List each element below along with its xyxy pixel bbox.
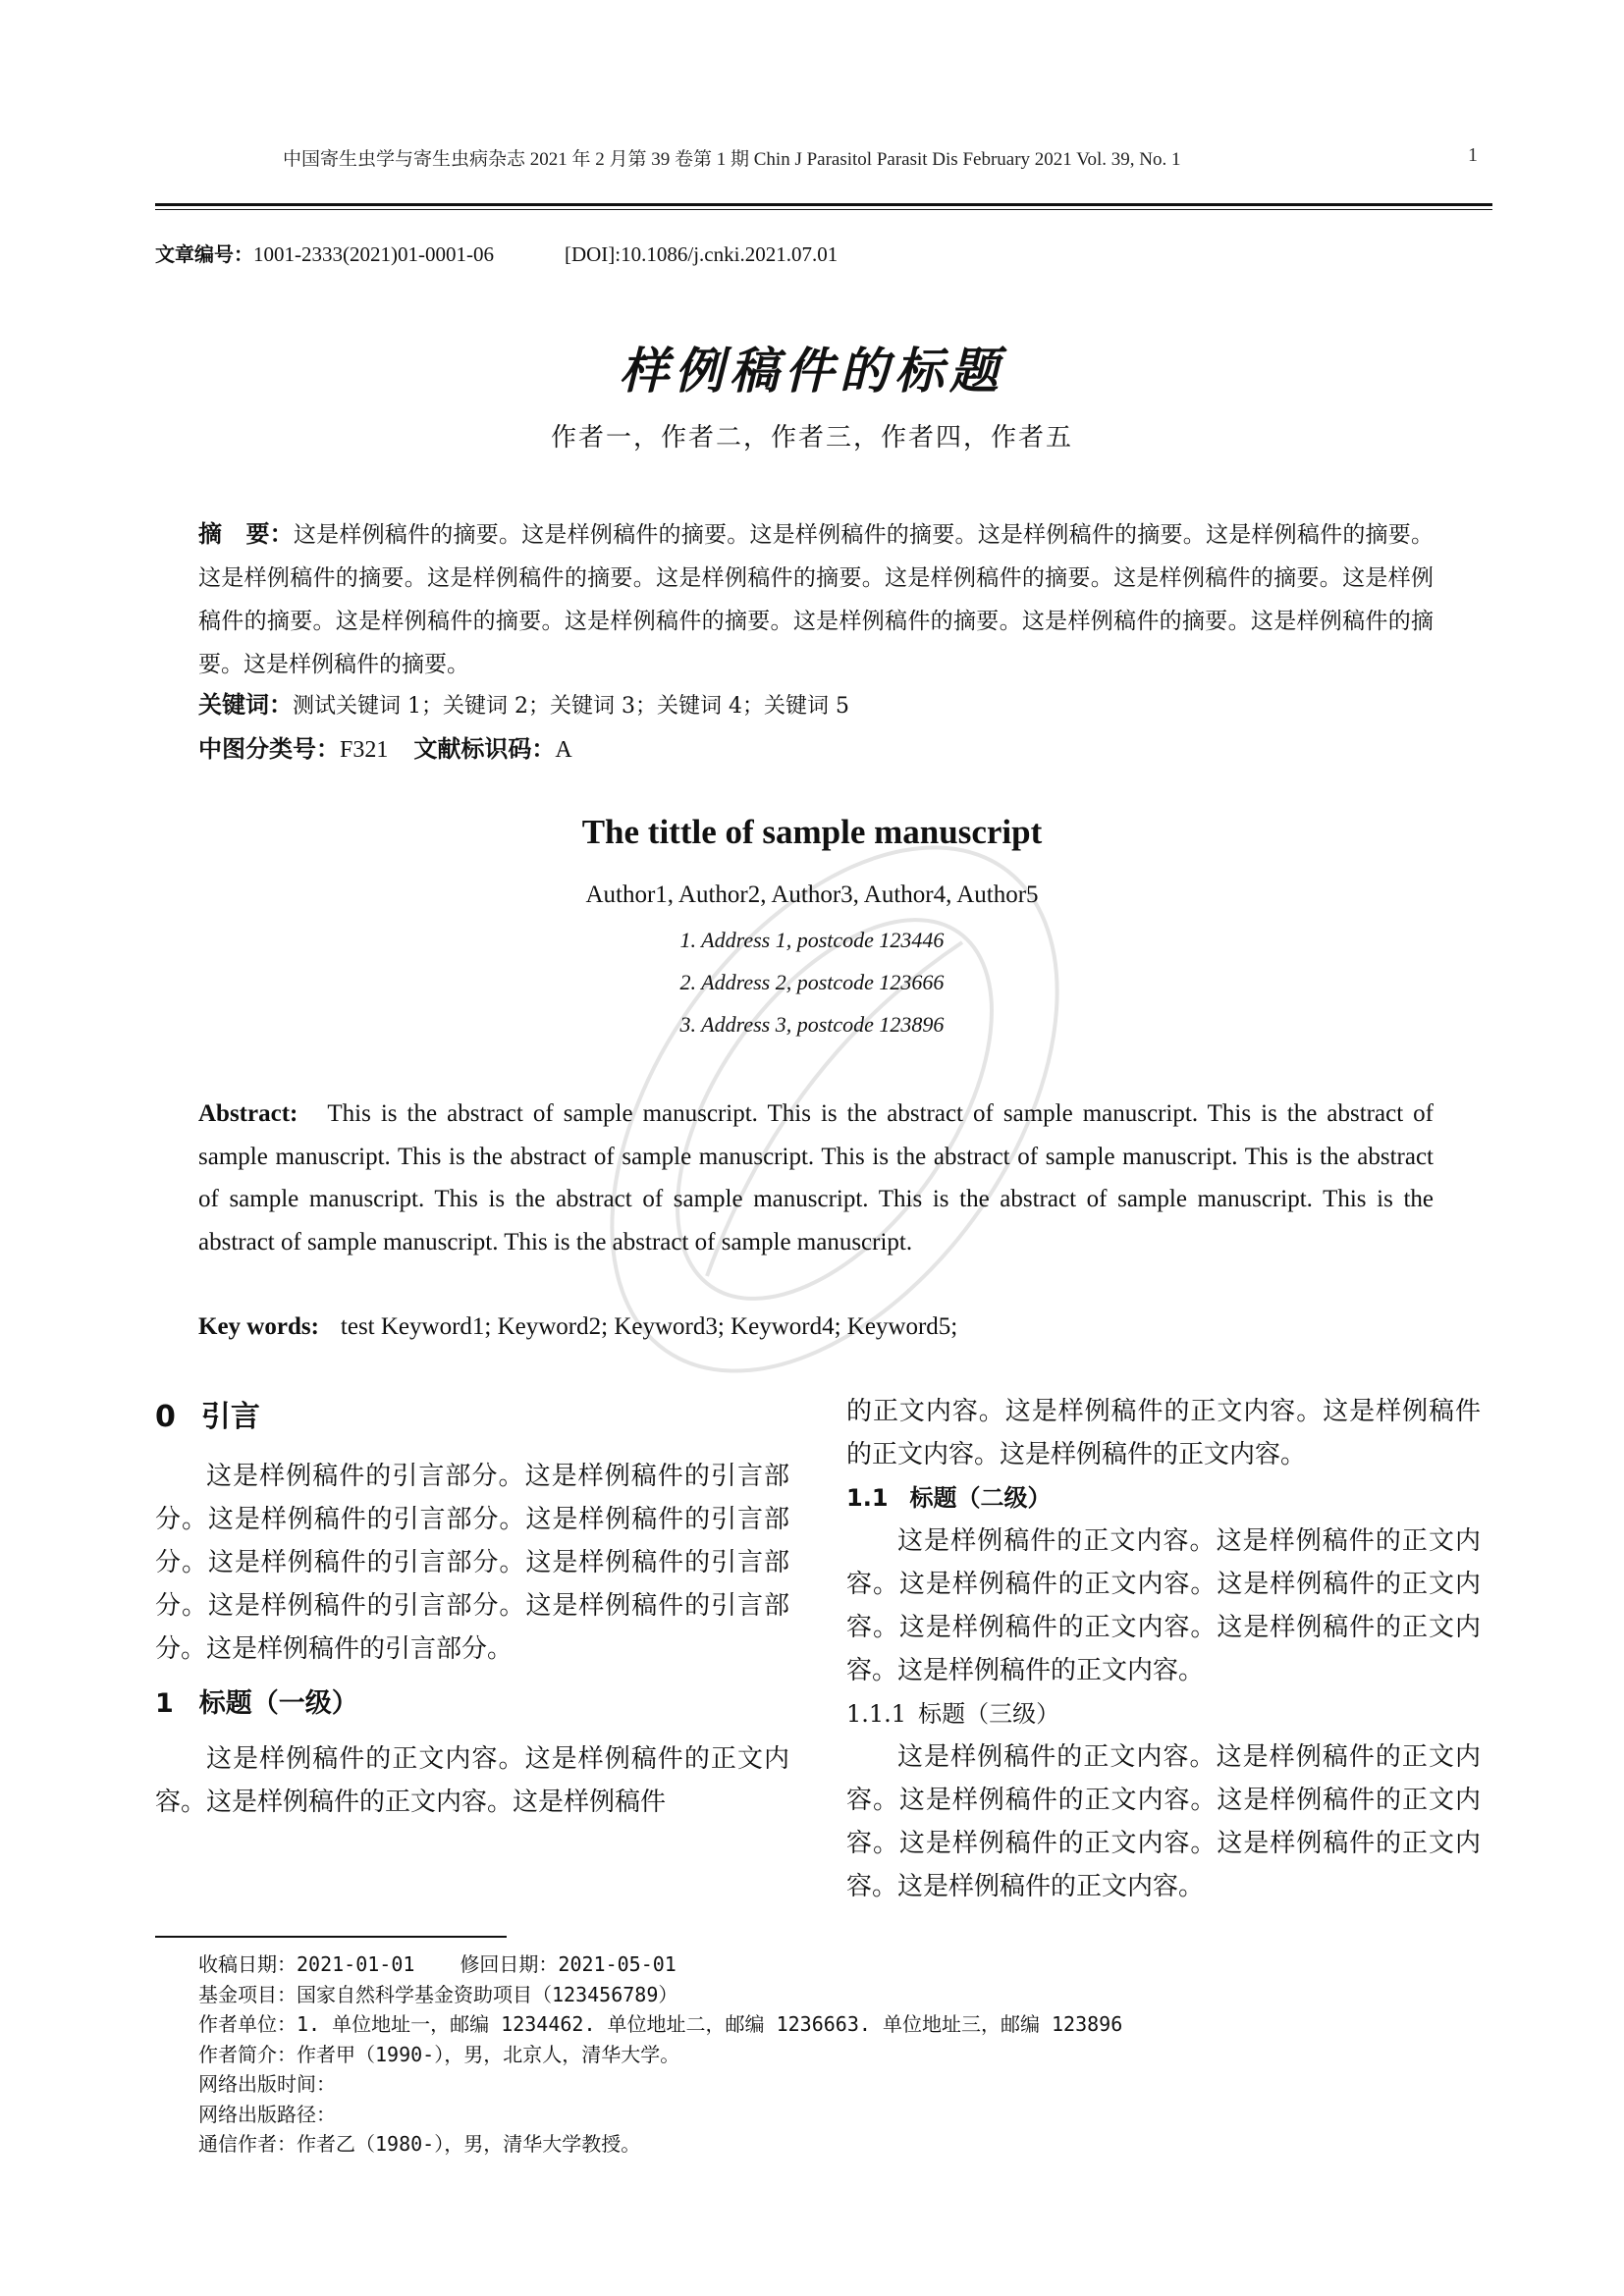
footnote-corresponding: 通信作者：作者乙（1980-），男，清华大学教授。 xyxy=(198,2132,641,2156)
body-paragraph: 这是样例稿件的引言部分。这是样例稿件的引言部分。这是样例稿件的引言部分。这是样例稿件的引言部分。这是样例稿件的引言部分。这是样例稿件的引言部分。这是样例稿件的引言部分。这是样例稿件的引言部分。这是样例稿件的引言部分。 xyxy=(155,1462,789,1664)
section-heading xyxy=(155,1396,789,1439)
article-no: 1001-2333(2021)01-0001-06 xyxy=(253,242,494,266)
chinese-abstract xyxy=(198,512,1434,686)
english-authors: Author1, Author2, Author3, Author4, Author5 xyxy=(585,881,1039,908)
section-title: 标题（一级） xyxy=(198,1688,358,1719)
footnote-fund: 基金项目：国家自然科学基金资助项目（123456789） xyxy=(198,1982,678,2006)
class-label: 中图分类号： xyxy=(198,735,340,763)
english-abstract-label: Abstract: xyxy=(198,1100,298,1127)
english-title: The tittle of sample manuscript xyxy=(581,813,1043,851)
subsubsection-number: 1.1.1 xyxy=(846,1700,907,1728)
page-number: 1 xyxy=(1468,144,1478,166)
english-keywords xyxy=(198,1306,1434,1349)
header-rule-thin xyxy=(155,209,1492,210)
subsubsection-title: 标题（三级） xyxy=(918,1700,1060,1728)
footnote-bio: 作者简介：作者甲（1990-），男，北京人，清华大学。 xyxy=(198,2042,680,2066)
received-label: 收稿日期： xyxy=(198,1952,297,1976)
running-head: 中国寄生虫学与寄生虫病杂志 2021 年 2 月第 39 卷第 1 期 Chin J Parasitol Parasit Dis February 2021 Vol. 39, No. 1 xyxy=(283,149,1181,170)
doc-code-value: A xyxy=(555,737,572,763)
header-rule-thick xyxy=(155,203,1492,206)
subsection-number: 1.1 xyxy=(846,1484,889,1512)
section-title: 引言 xyxy=(200,1400,260,1434)
chinese-keywords-text: 测试关键词 1；关键词 2；关键词 3；关键词 4；关键词 5 xyxy=(293,694,849,719)
left-column xyxy=(155,1396,789,1824)
chinese-keywords xyxy=(198,685,1434,726)
article-no-label: 文章编号： xyxy=(155,242,253,266)
footnote-online-path: 网络出版路径： xyxy=(198,2102,336,2126)
received-date: 2021-01-01 xyxy=(297,1952,415,1976)
class-value: F321 xyxy=(340,737,389,763)
footnotes xyxy=(198,1949,1122,2160)
chinese-abstract-label: 摘 要： xyxy=(198,520,294,548)
chinese-keywords-label: 关键词： xyxy=(198,691,293,719)
revised-label: 修回日期： xyxy=(460,1952,559,1976)
address-3: 3. Address 3, postcode 123896 xyxy=(679,1012,945,1037)
english-abstract xyxy=(198,1093,1434,1263)
footnote-dates xyxy=(198,1949,1122,1980)
footnote-affiliations: 作者单位：1. 单位地址一，邮编 1234462. 单位地址二，邮编 1236663. 单位地址三，邮编 123896 xyxy=(198,2012,1123,2036)
classification xyxy=(198,729,1434,770)
article-meta xyxy=(155,239,838,267)
address-1: 1. Address 1, postcode 123446 xyxy=(679,928,945,952)
body-paragraph: 这是样例稿件的正文内容。这是样例稿件的正文内容。这是样例稿件的正文内容。这是样例稿件的正文内容。这是样例稿件的正文内容。这是样例稿件的正文内容。这是样例稿件的正文内容。 xyxy=(846,1742,1481,1901)
section-heading xyxy=(155,1682,789,1726)
subsection-heading xyxy=(846,1476,1481,1520)
section-number: 0 xyxy=(155,1400,176,1434)
body-paragraph: 这是样例稿件的正文内容。这是样例稿件的正文内容。这是样例稿件的正文内容。这是样例稿件 xyxy=(155,1744,789,1817)
subsubsection-heading xyxy=(846,1692,1481,1735)
footnote-online-time: 网络出版时间： xyxy=(198,2072,336,2096)
address-2: 2. Address 2, postcode 123666 xyxy=(679,970,945,994)
english-keywords-label: Key words: xyxy=(198,1313,319,1340)
section-number: 1 xyxy=(155,1688,174,1719)
chinese-abstract-text: 这是样例稿件的摘要。这是样例稿件的摘要。这是样例稿件的摘要。这是样例稿件的摘要。这是样例稿件的摘要。这是样例稿件的摘要。这是样例稿件的摘要。这是样例稿件的摘要。这是样例稿件的摘要。这是样例稿件的摘要。这是样例稿件的摘要。这是样例稿件的摘要。这是样例稿件的摘要。这是样例稿件的摘要。这是样例稿件的摘要。这是样例稿件的摘要。这是样例稿件的摘要。 xyxy=(198,522,1435,677)
chinese-title: 样例稿件的标题 xyxy=(620,342,1004,400)
doi: [DOI]:10.1086/j.cnki.2021.07.01 xyxy=(564,242,839,266)
doc-code-label: 文献标识码： xyxy=(413,735,556,763)
footnote-rule xyxy=(155,1936,507,1938)
revised-date: 2021-05-01 xyxy=(558,1952,677,1976)
body-paragraph-continued: 的正文内容。这是样例稿件的正文内容。这是样例稿件的正文内容。这是样例稿件的正文内容。 xyxy=(846,1397,1481,1469)
subsection-title: 标题（二级） xyxy=(909,1484,1052,1512)
english-abstract-text: This is the abstract of sample manuscript. This is the abstract of sample manuscript. This is the abstract of sample manuscript. This is the abstract of sample manuscript. This is the abstract of sample manuscript. This is the abstract of sample manuscript. This is the abstract of sample manuscript. This is the abstract of sample manuscript. This is the abstract of sample manuscript. This is the abstract of sample manuscript. xyxy=(198,1100,1434,1255)
english-keywords-text: test Keyword1; Keyword2; Keyword3; Keyword4; Keyword5; xyxy=(340,1313,958,1340)
right-column xyxy=(846,1390,1481,1908)
body-paragraph: 这是样例稿件的正文内容。这是样例稿件的正文内容。这是样例稿件的正文内容。这是样例稿件的正文内容。这是样例稿件的正文内容。这是样例稿件的正文内容。这是样例稿件的正文内容。 xyxy=(846,1526,1481,1685)
chinese-authors: 作者一，作者二，作者三，作者四，作者五 xyxy=(550,423,1073,453)
